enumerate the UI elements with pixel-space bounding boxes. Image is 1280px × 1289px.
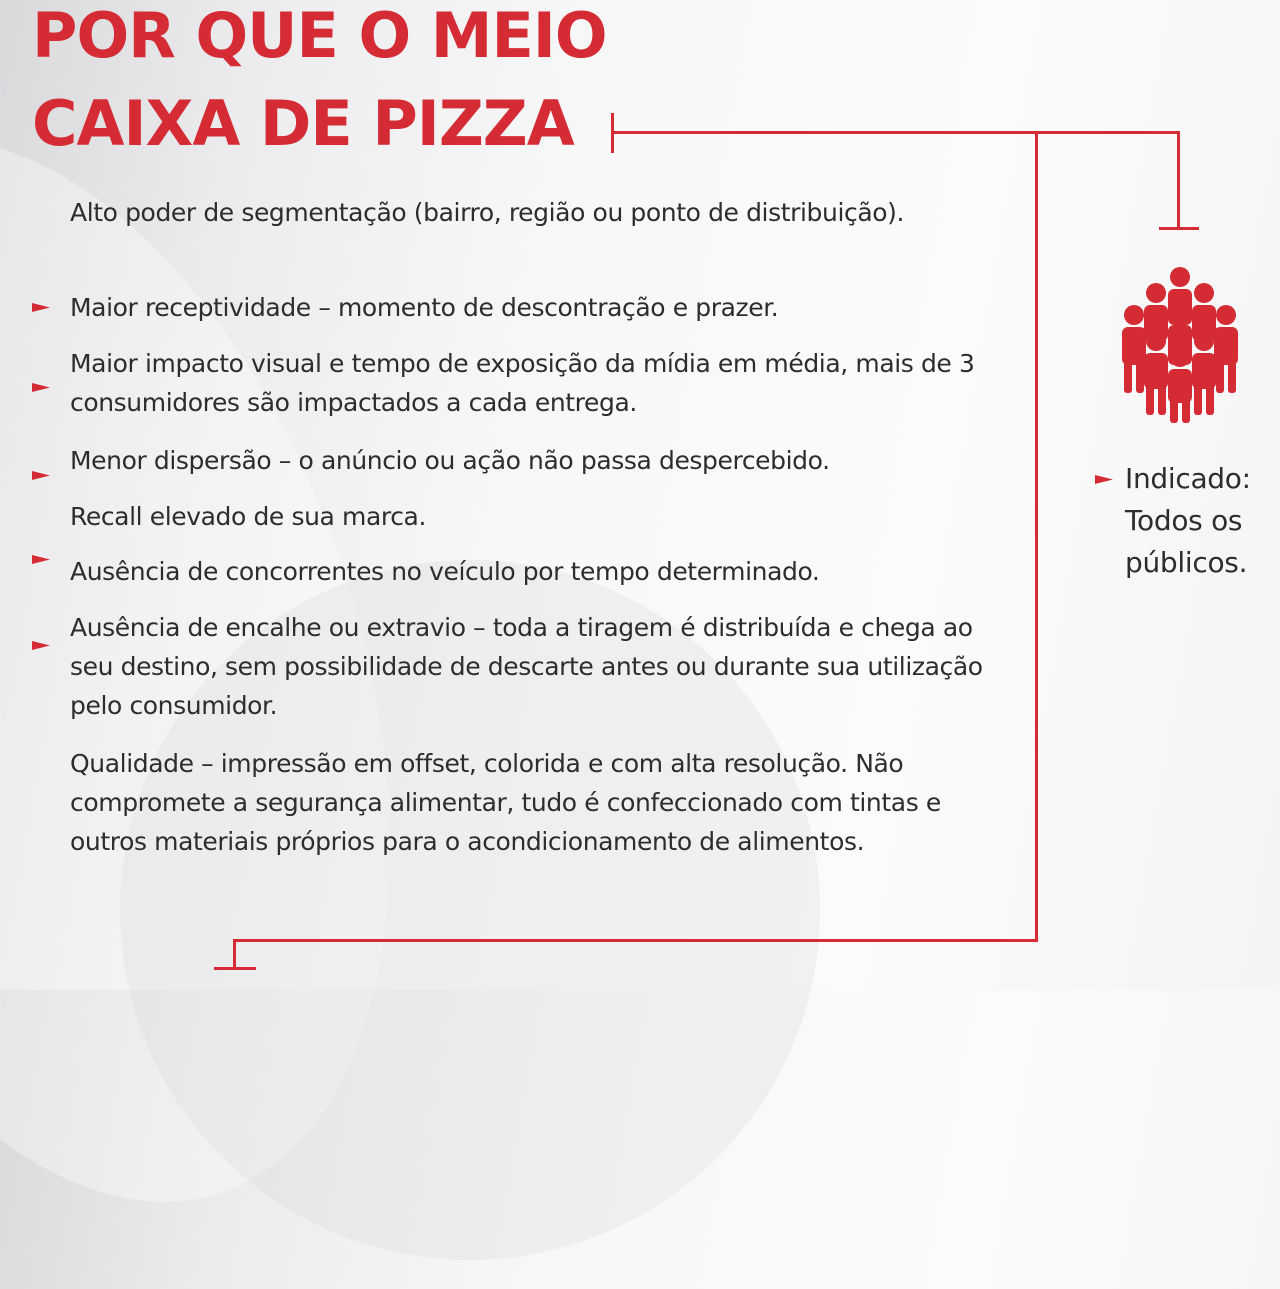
list-item-text: Maior receptividade – momento de descontração e prazer.	[70, 293, 779, 322]
audience-text: Indicado: Todos os públicos.	[1125, 462, 1251, 579]
list-item-text: Ausência de concorrentes no veículo por tempo determinado.	[70, 557, 820, 586]
title-line-1: POR QUE O MEIO	[32, 0, 607, 72]
title-line-2: CAIXA DE PIZZA	[32, 87, 574, 160]
connector-right-cap	[1159, 227, 1199, 230]
list-item-text: Menor dispersão – o anúncio ou ação não passa despercebido.	[70, 446, 830, 475]
page-title	[32, 0, 607, 168]
list-item-text: Ausência de encalhe ou extravio – toda a tiragem é distribuída e chega ao seu destino, sem possibilidade de descarte antes ou durante sua utilização pelo consumidor.	[70, 613, 983, 720]
connector-main-vertical	[1035, 131, 1038, 942]
connector-right-drop	[1177, 131, 1180, 229]
connector-bottom-horizontal	[233, 939, 1038, 942]
list-item-text: Alto poder de segmentação (bairro, região ou ponto de distribuição).	[70, 198, 905, 227]
bullet-arrow-icon	[1095, 475, 1113, 484]
list-item-text: Maior impacto visual e tempo de exposição da mídia em média, mais de 3 consumidores são impactados a cada entrega.	[70, 349, 975, 417]
connector-bottom-drop	[233, 939, 236, 969]
list-item-text: Recall elevado de sua marca.	[70, 502, 427, 531]
people-group-icon	[1110, 265, 1250, 425]
connector-top-horizontal	[611, 131, 1180, 134]
list-item-text: Qualidade – impressão em offset, colorida e com alta resolução. Não compromete a segurança alimentar, tudo é confeccionado com tintas e outros materiais próprios para o acondicionamento de alimentos.	[70, 749, 941, 856]
connector-bottom-cap	[214, 967, 256, 970]
